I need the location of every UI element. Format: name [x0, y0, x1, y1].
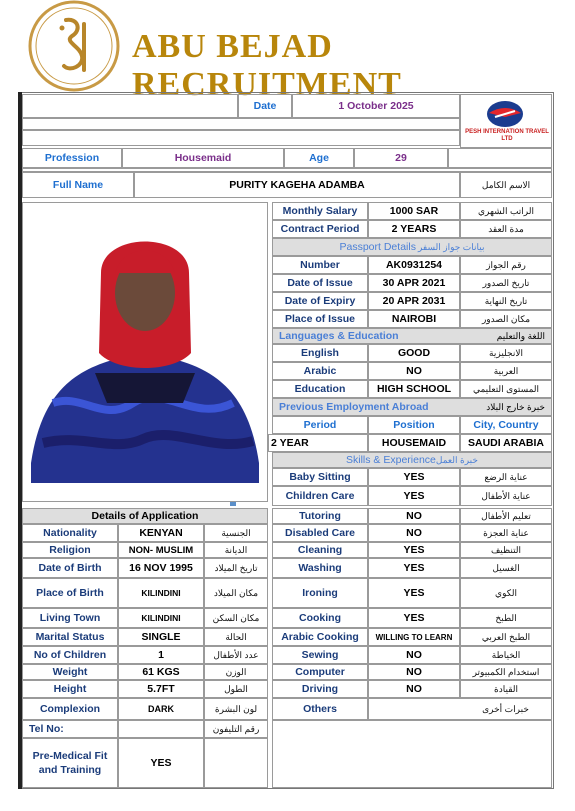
photo-marker	[230, 502, 236, 506]
skill-label-arabic-cooking: Arabic Cooking	[272, 628, 368, 646]
skill-value-baby-sitting: YES	[368, 468, 460, 486]
skill-arabic-ironing: الكوي	[460, 578, 552, 608]
skill-value-children-care: YES	[368, 486, 460, 506]
detail-arabic-tel: رقم التليفون	[204, 720, 268, 738]
detail-arabic-dob: تاريخ الميلاد	[204, 558, 268, 578]
skill-value-sewing: NO	[368, 646, 460, 664]
skill-label-disabled-care: Disabled Care	[272, 524, 368, 542]
detail-label-height: Height	[22, 680, 118, 698]
detail-label-marital: Marital Status	[22, 628, 118, 646]
detail-arabic-complexion: لون البشرة	[204, 698, 268, 720]
arabic-label: Arabic	[272, 362, 368, 380]
detail-value-religion: NON- MUSLIM	[118, 542, 204, 558]
employment-position-value: HOUSEMAID	[368, 434, 460, 452]
agency-logo-text: PESH INTERNATION TRAVEL LTD	[465, 129, 549, 142]
skill-label-sewing: Sewing	[272, 646, 368, 664]
skill-label-baby-sitting: Baby Sitting	[272, 468, 368, 486]
issue-date-arabic: تاريخ الصدور	[460, 274, 552, 292]
skill-arabic-washing: الغسيل	[460, 558, 552, 578]
detail-value-height: 5.7FT	[118, 680, 204, 698]
profession-label: Profession	[22, 148, 122, 168]
employment-city-value: SAUDI ARABIA	[460, 434, 552, 452]
fullname-arabic: الاسم الكامل	[460, 172, 552, 198]
skill-label-driving: Driving	[272, 680, 368, 698]
detail-arabic-marital: الحالة	[204, 628, 268, 646]
skill-arabic-computer: استخدام الكمبيوتر	[460, 664, 552, 680]
english-value: GOOD	[368, 344, 460, 362]
skill-value-cleaning: YES	[368, 542, 460, 558]
salary-arabic: الراتب الشهري	[460, 202, 552, 220]
issue-place-value: NAIROBI	[368, 310, 460, 328]
skill-value-cooking: YES	[368, 608, 460, 628]
employment-header-label: Previous Employment Abroad	[279, 401, 429, 413]
detail-arabic-height: الطول	[204, 680, 268, 698]
skill-arabic-sewing: الخياطة	[460, 646, 552, 664]
skill-arabic-cooking: الطبخ	[460, 608, 552, 628]
salary-value: 1000 SAR	[368, 202, 460, 220]
company-name: ABU BEJAD RECRUITMENT	[132, 28, 402, 103]
candidate-photo	[22, 202, 268, 502]
skills-header-arabic: خبرة العمل	[435, 454, 478, 465]
premed-blank	[204, 738, 268, 788]
date-label: Date	[238, 94, 292, 118]
company-logo	[26, 0, 122, 92]
employment-header	[272, 398, 552, 416]
blank-top-a	[22, 94, 238, 118]
passport-number-label: Number	[272, 256, 368, 274]
fullname-value: PURITY KAGEHA ADAMBA	[134, 172, 460, 198]
detail-value-tel	[118, 720, 204, 738]
detail-arabic-nationality: الجنسية	[204, 524, 268, 542]
detail-arabic-weight: الوزن	[204, 664, 268, 680]
detail-label-nationality: Nationality	[22, 524, 118, 542]
age-label: Age	[284, 148, 354, 168]
blank-top-c	[22, 130, 460, 146]
issue-place-arabic: مكان الصدور	[460, 310, 552, 328]
detail-value-dob: 16 NOV 1995	[118, 558, 204, 578]
agency-logo	[460, 94, 552, 148]
detail-arabic-children: عدد الأطفال	[204, 646, 268, 664]
skill-value-driving: NO	[368, 680, 460, 698]
premed-label: Pre-Medical Fit and Training	[22, 738, 118, 788]
detail-value-complexion: DARK	[118, 698, 204, 720]
age-value: 29	[354, 148, 448, 168]
skill-label-cleaning: Cleaning	[272, 542, 368, 558]
contract-arabic: مدة العقد	[460, 220, 552, 238]
detail-arabic-pob: مكان الميلاد	[204, 578, 268, 608]
contract-label: Contract Period	[272, 220, 368, 238]
skill-label-cooking: Cooking	[272, 608, 368, 628]
blank-age-right	[448, 148, 552, 168]
contract-value: 2 YEARS	[368, 220, 460, 238]
details-header: Details of Application	[22, 508, 268, 524]
detail-value-pob: KILINDINI	[118, 578, 204, 608]
passport-number-arabic: رقم الجواز	[460, 256, 552, 274]
detail-label-complexion: Complexion	[22, 698, 118, 720]
skill-arabic-disabled-care: عناية العجزة	[460, 524, 552, 542]
blank-right-footer	[272, 720, 552, 788]
expiry-date-value: 20 APR 2031	[368, 292, 460, 310]
detail-arabic-religion: الديانة	[204, 542, 268, 558]
expiry-date-arabic: تاريخ النهاية	[460, 292, 552, 310]
skill-value-arabic-cooking: WILLING TO LEARN	[368, 628, 460, 646]
skill-label-tutoring: Tutoring	[272, 508, 368, 524]
detail-label-pob: Place of Birth	[22, 578, 118, 608]
skill-arabic-driving: القيادة	[460, 680, 552, 698]
languages-header	[272, 328, 552, 344]
expiry-date-label: Date of Expiry	[272, 292, 368, 310]
blank-top-b	[22, 118, 460, 130]
detail-value-weight: 61 KGS	[118, 664, 204, 680]
detail-label-religion: Religion	[22, 542, 118, 558]
skill-arabic-tutoring: تعليم الأطفال	[460, 508, 552, 524]
detail-value-marital: SINGLE	[118, 628, 204, 646]
detail-label-living-town: Living Town	[22, 608, 118, 628]
employment-col-period: Period	[272, 416, 368, 434]
date-value: 1 October 2025	[292, 94, 460, 118]
employment-header-arabic: خبرة خارج البلاد	[486, 401, 545, 412]
issue-date-value: 30 APR 2021	[368, 274, 460, 292]
detail-label-weight: Weight	[22, 664, 118, 680]
skills-header	[272, 452, 552, 468]
passport-header	[272, 238, 552, 256]
skill-label-ironing: Ironing	[272, 578, 368, 608]
fullname-label: Full Name	[22, 172, 134, 198]
education-value: HIGH SCHOOL	[368, 380, 460, 398]
skill-value-computer: NO	[368, 664, 460, 680]
premed-value: YES	[118, 738, 204, 788]
profession-value: Housemaid	[122, 148, 284, 168]
skill-arabic-cleaning: التنظيف	[460, 542, 552, 558]
skill-arabic-arabic-cooking: الطبخ العربي	[460, 628, 552, 646]
detail-label-children: No of Children	[22, 646, 118, 664]
education-arabic: المستوى التعليمي	[460, 380, 552, 398]
employment-col-position: Position	[368, 416, 460, 434]
languages-header-arabic: اللغة والتعليم	[496, 330, 545, 341]
detail-value-nationality: KENYAN	[118, 524, 204, 542]
employment-period-value: 2 YEAR	[268, 434, 368, 452]
employment-col-city: City, Country	[460, 416, 552, 434]
english-label: English	[272, 344, 368, 362]
passport-header-arabic: بيانات جواز السفر	[417, 241, 485, 252]
skill-value-washing: YES	[368, 558, 460, 578]
passport-header-label: Passport Details	[339, 241, 416, 253]
skill-arabic-baby-sitting: عناية الرضع	[460, 468, 552, 486]
salary-label: Monthly Salary	[272, 202, 368, 220]
skill-arabic-others: خبرات أخرى	[460, 698, 552, 720]
arabic-value: NO	[368, 362, 460, 380]
english-arabic: الانجليزية	[460, 344, 552, 362]
skill-label-washing: Washing	[272, 558, 368, 578]
skill-arabic-children-care: عناية الأطفال	[460, 486, 552, 506]
skill-value-tutoring: NO	[368, 508, 460, 524]
detail-label-dob: Date of Birth	[22, 558, 118, 578]
education-label: Education	[272, 380, 368, 398]
detail-label-tel: Tel No:	[22, 720, 118, 738]
detail-value-living-town: KILINDINI	[118, 608, 204, 628]
skill-label-others: Others	[272, 698, 368, 720]
skill-value-disabled-care: NO	[368, 524, 460, 542]
detail-arabic-living-town: مكان السكن	[204, 608, 268, 628]
skill-value-others	[368, 698, 460, 720]
detail-value-children: 1	[118, 646, 204, 664]
skill-label-children-care: Children Care	[272, 486, 368, 506]
languages-header-label: Languages & Education	[279, 330, 399, 342]
skill-label-computer: Computer	[272, 664, 368, 680]
passport-number-value: AK0931254	[368, 256, 460, 274]
issue-date-label: Date of Issue	[272, 274, 368, 292]
skill-value-ironing: YES	[368, 578, 460, 608]
skills-header-label: Skills & Experience	[346, 454, 436, 466]
arabic-arabic: العربية	[460, 362, 552, 380]
issue-place-label: Place of Issue	[272, 310, 368, 328]
